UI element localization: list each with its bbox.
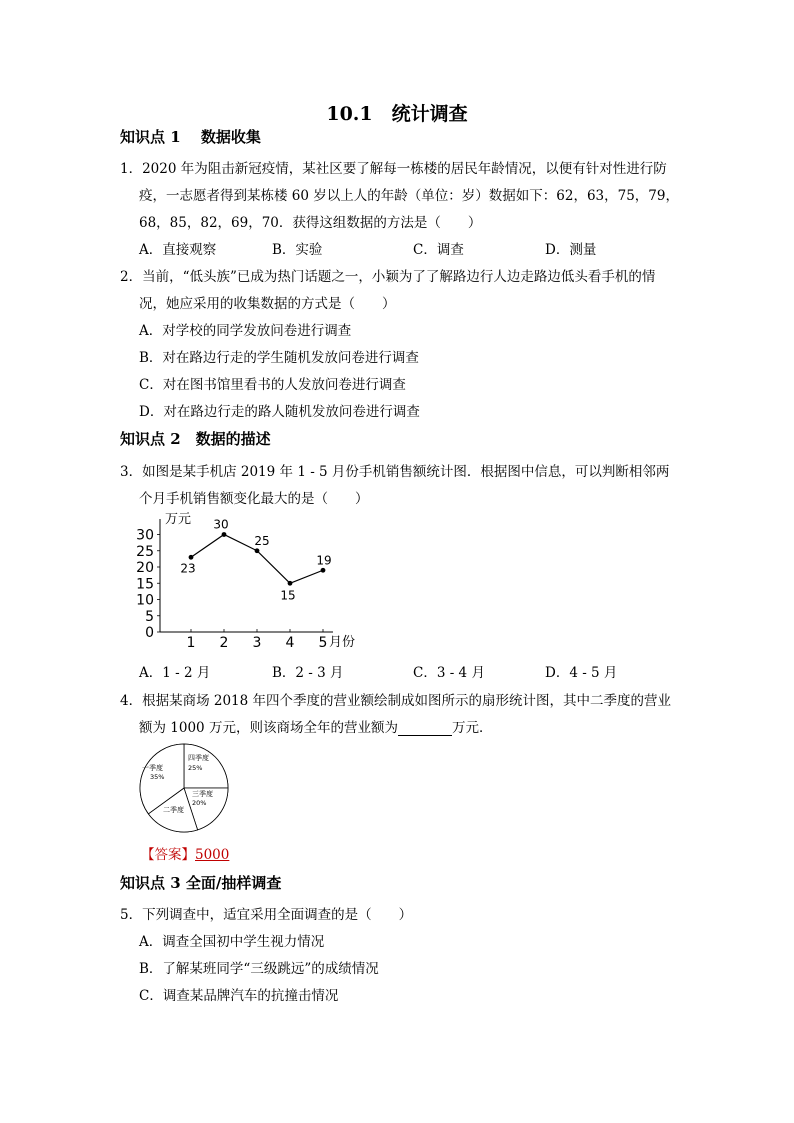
q2-option-d[interactable]: D．对在路边行走的路人随机发放问卷进行调查 (139, 404, 420, 420)
q3-line-2: 个月手机销售额变化最大的是（ ） (139, 491, 369, 507)
y-axis-label: 万元 (165, 512, 192, 527)
q3-option-d[interactable]: D．4 - 5 月 (545, 665, 618, 681)
q2-option-c[interactable]: C．对在图书馆里看书的人发放问卷进行调查 (139, 377, 406, 393)
x-axis-label: 月份 (329, 635, 356, 650)
data-point (321, 568, 326, 573)
q1-option-c[interactable]: C．调查 (413, 242, 464, 258)
pie-percent-q4: 25% (188, 764, 203, 772)
pie-percent-q1: 35% (150, 773, 165, 781)
data-label: 25 (254, 533, 270, 548)
pie-label-q3: 三季度 (192, 790, 213, 798)
q5-line-1: 5．下列调查中，适宜采用全面调查的是（ ） (120, 907, 413, 923)
sales-line-chart (120, 505, 380, 655)
data-point (255, 548, 260, 553)
data-label: 30 (213, 517, 229, 532)
q4-line-2 (139, 716, 492, 736)
data-point (288, 581, 293, 586)
q1-line-1: 1．2020 年为阻击新冠疫情，某社区要了解每一栋楼的居民年龄情况，以便有针对性进行防 (120, 161, 667, 177)
q2-option-b[interactable]: B．对在路边行走的学生随机发放问卷进行调查 (139, 350, 419, 366)
data-label: 15 (280, 588, 296, 603)
x-tick-label: 5 (318, 635, 328, 651)
x-tick-label: 2 (219, 635, 229, 651)
q2-option-a[interactable]: A．对学校的同学发放问卷进行调查 (139, 323, 352, 339)
y-tick-label: 15 (136, 576, 154, 593)
pie-percent-q3: 20% (192, 799, 207, 807)
y-tick-label: 5 (145, 608, 154, 625)
data-point (189, 555, 194, 560)
q4-line-1: 4．根据某商场 2018 年四个季度的营业额绘制成如图所示的扇形统计图，其中二季度的营业 (120, 693, 672, 709)
q3-option-a[interactable]: A．1 - 2 月 (139, 665, 211, 681)
q2-line-1: 2．当前，“低头族”已成为热门话题之一，小颖为了了解路边行人边走路边低头看手机的情 (120, 269, 656, 285)
data-point (222, 532, 227, 537)
page-title: 10.1 统计调查 (326, 103, 468, 125)
y-tick-label: 20 (136, 560, 154, 576)
q3-line-1: 3．如图是某手机店 2019 年 1 - 5 月份手机销售额统计图．根据图中信息，可以判断相邻两 (120, 464, 670, 480)
x-tick-label: 4 (285, 635, 295, 651)
pie-label-q4: 四季度 (188, 754, 209, 762)
y-tick-label: 10 (136, 592, 154, 609)
x-tick-label: 3 (252, 635, 262, 651)
data-label: 23 (180, 561, 196, 576)
q5-option-a[interactable]: A．调查全国初中学生视力情况 (139, 934, 325, 950)
q1-line-2: 疫，一志愿者得到某栋楼 60 岁以上人的年龄（单位：岁）数据如下：62，63，75，79， (139, 188, 679, 204)
q3-option-c[interactable]: C．3 - 4 月 (413, 665, 485, 681)
q1-line-3: 68，85，82，69，70．获得这组数据的方法是（ ） (139, 215, 482, 231)
section-heading-1: 知识点 1 数据收集 (120, 128, 261, 146)
q2-line-2: 况，她应采用的收集数据的方式是（ ） (139, 296, 396, 312)
q1-option-d[interactable]: D．测量 (545, 242, 597, 258)
data-label: 19 (316, 553, 332, 568)
answer-tag: 【答案】 (141, 847, 195, 863)
q1-option-a[interactable]: A．直接观察 (139, 242, 217, 258)
q5-option-c[interactable]: C．调查某品牌汽车的抗撞击情况 (139, 988, 339, 1004)
section-heading-2: 知识点 2 数据的描述 (120, 430, 271, 448)
y-tick-label: 25 (136, 543, 154, 560)
section-heading-3: 知识点 3 全面/抽样调查 (120, 874, 282, 892)
pie-label-q2: 二季度 (163, 806, 184, 814)
answer-value: 5000 (195, 847, 230, 863)
y-tick-label: 30 (136, 527, 154, 544)
y-tick-label: 0 (145, 625, 154, 641)
q1-option-b[interactable]: B．实验 (272, 242, 323, 258)
x-tick-label: 1 (186, 635, 196, 651)
answer-blank[interactable] (398, 721, 452, 736)
q4-line-2-text: 额为 1000 万元，则该商场全年的营业额为 (139, 720, 398, 736)
q4-line-2-unit: 万元． (451, 720, 493, 736)
answer-line (141, 843, 229, 863)
q3-option-b[interactable]: B．2 - 3 月 (272, 665, 344, 681)
pie-label-q1: 一季度 (142, 764, 163, 772)
quarterly-pie-chart (137, 743, 233, 835)
q5-option-b[interactable]: B．了解某班同学“三级跳远”的成绩情况 (139, 961, 379, 977)
